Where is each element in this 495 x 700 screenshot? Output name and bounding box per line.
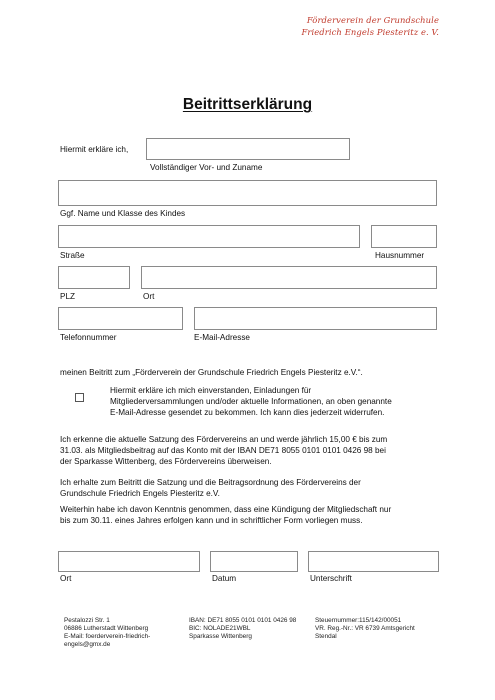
signature-field[interactable] — [308, 551, 439, 572]
city-label: Ort — [143, 292, 155, 301]
footer-line: engels@gmx.de — [64, 641, 111, 648]
footer-line: BIC: NOLADE21WBL — [189, 625, 251, 632]
signature-label: Unterschrift — [310, 574, 352, 583]
organization-header — [301, 14, 439, 38]
signature-date-field[interactable] — [210, 551, 298, 572]
phone-field[interactable] — [58, 307, 183, 330]
footer-line: IBAN: DE71 8055 0101 0101 0426 98 — [189, 617, 297, 624]
consent-line: Hiermit erkläre ich mich einverstanden, Einladungen für — [110, 386, 312, 395]
footer-line: Stendal — [315, 633, 337, 640]
full-name-label: Vollständiger Vor- und Zuname — [150, 163, 263, 172]
paragraph-line: Ich erhalte zum Beitritt die Satzung und die Beitragsordnung des Fördervereins der — [60, 478, 361, 487]
signature-place-label: Ort — [60, 574, 72, 583]
full-name-field[interactable] — [146, 138, 350, 160]
email-consent-checkbox[interactable] — [75, 393, 84, 402]
city-field[interactable] — [141, 266, 437, 289]
consent-line: E-Mail-Adresse gesendet zu bekommen. Ich kann dies jederzeit widerrufen. — [110, 408, 385, 417]
cancellation-paragraph — [60, 504, 440, 526]
email-label: E-Mail-Adresse — [194, 333, 250, 342]
footer-line: E-Mail: foerderverein-friedrich- — [64, 633, 151, 640]
house-number-field[interactable] — [371, 225, 437, 248]
street-label: Straße — [60, 251, 85, 260]
footer-line: Sparkasse Wittenberg — [189, 633, 252, 640]
paragraph-line: 31.03. als Mitgliedsbeitrag auf das Konto mit der IBAN DE71 8055 0101 0101 0426 98 bei — [60, 446, 386, 455]
paragraph-line: der Sparkasse Wittenberg, des Fördervereins überweisen. — [60, 457, 272, 466]
footer-line: Steuernummer:115/142/00051 — [315, 617, 402, 624]
paragraph-line: Weiterhin habe ich davon Kenntnis genommen, dass eine Kündigung der Mitgliedschaft nur — [60, 505, 392, 514]
signature-place-field[interactable] — [58, 551, 200, 572]
paragraph-line: bis zum 30.11. eines Jahres erfolgen kann und in schriftlicher Form vorliegen muss. — [60, 516, 363, 525]
paragraph-line: Grundschule Friedrich Engels Piesteritz e.V. — [60, 489, 220, 498]
footer-line: Pestalozzi Str. 1 — [64, 617, 110, 624]
paragraph-line: Ich erkenne die aktuelle Satzung des Fördervereins an und werde jährlich 15,00 € bis zum — [60, 435, 388, 444]
footer-line: VR. Reg.-Nr.: VR 6739 Amtsgericht — [315, 625, 415, 632]
phone-label: Telefonnummer — [60, 333, 117, 342]
zip-field[interactable] — [58, 266, 130, 289]
signature-date-label: Datum — [212, 574, 237, 583]
organization-name-line2: Friedrich Engels Piesteritz e. V. — [301, 27, 439, 37]
street-field[interactable] — [58, 225, 360, 248]
footer-bank — [189, 617, 309, 641]
email-consent-text — [110, 385, 440, 418]
statute-receipt-paragraph — [60, 477, 440, 499]
statute-payment-paragraph — [60, 434, 440, 467]
page-title: Beitrittserklärung — [182, 96, 313, 113]
footer-line: 06886 Lutherstadt Wittenberg — [64, 625, 149, 632]
organization-name-line1: Förderverein der Grundschule — [306, 15, 439, 25]
footer-address — [64, 617, 174, 649]
house-number-label: Hausnummer — [375, 251, 425, 260]
zip-label: PLZ — [60, 292, 76, 301]
membership-statement: meinen Beitritt zum „Förderverein der Grundschule Friedrich Engels Piesteritz e.V.“. — [60, 368, 363, 377]
consent-line: Mitgliederversammlungen und/oder aktuelle Informationen, an oben genannte — [110, 397, 392, 406]
child-name-class-field[interactable] — [58, 180, 437, 206]
child-name-class-label: Ggf. Name und Klasse des Kindes — [60, 209, 186, 218]
intro-text: Hiermit erkläre ich, — [60, 145, 129, 154]
footer-registry — [315, 617, 445, 641]
email-field[interactable] — [194, 307, 437, 330]
